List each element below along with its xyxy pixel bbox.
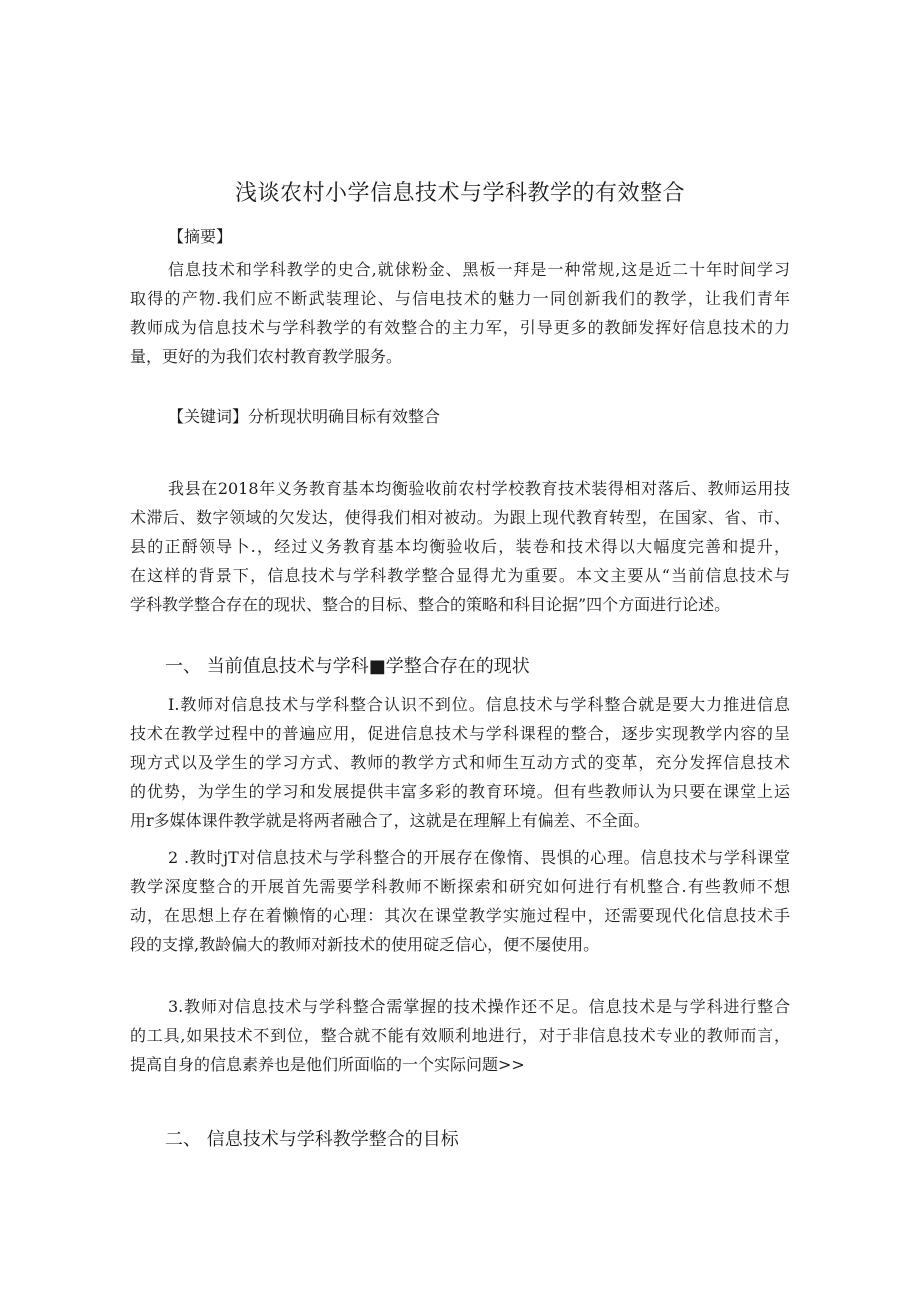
- abstract-line: 取得的产物.我们应不断武装理论、与信电技术的魅力一同创新我们的教学，让我们青年: [130, 289, 790, 308]
- abstract-paragraph: [130, 255, 790, 371]
- abstract-label-block: [130, 222, 790, 251]
- intro-line: 术滞后、数字领域的欠发达，使得我们相对被动。为跟上现代教育转型，在国家、省、市、: [130, 508, 790, 527]
- intro-line: 在这样的背景下，信息技术与学科教学整合显得尤为重要。本文主要从“当前信息技术与: [130, 566, 790, 585]
- item-1-line: I.教师对信息技术与学科整合认识不到位。信息技术与学科整合就是要大力推进信息: [168, 695, 790, 714]
- item-3-line: 提高自身的信息素养也是他们所面临的一个实际问题>>: [130, 1055, 525, 1074]
- abstract-line: 量，更好的为我们农村教育教学服务。: [130, 347, 403, 366]
- item-2-paragraph: [130, 843, 790, 959]
- item-1-line: 现方式以及学生的学习方式、教师的教学方式和师生互动方式的变革，充分发挥信息技术: [130, 753, 790, 772]
- item-1-paragraph: [130, 690, 790, 835]
- intro-paragraph: [130, 474, 790, 619]
- abstract-label: 【摘要】: [168, 227, 233, 246]
- item-2-line: 2 .教时jT对信息技术与学科整合的开展存在像惰、畏惧的心理。信息技术与学科课堂: [168, 848, 790, 867]
- section-heading-1: 一、 当前值息技术与学科■学整合存在的现状: [165, 656, 530, 677]
- item-3-line: 3.教师对信息技术与学科整合需掌握的技术操作还不足。信息技术是与学科进行整合: [168, 997, 790, 1016]
- intro-line: 我县在2018年义务教育基本均衡验收前农村学校教育技术装得相对落后、教师运用技: [168, 479, 790, 498]
- keywords-line: 【关键词】分析现状明确目标有效整合: [168, 407, 441, 426]
- item-1-line: 的优势，为学生的学习和发展提供丰富多彩的教育环境。但有些教师认为只要在课堂上运: [130, 782, 790, 801]
- item-1-line: 用r多媒体课件教学就是将两者融合了，这就是在理解上有偏差、不全面。: [130, 811, 650, 830]
- item-1-line: 技术在教学过程中的普遍应用，促进信息技术与学科课程的整合，逐步实现教学内容的呈: [130, 724, 790, 743]
- item-2-line: 教学深度整合的开展首先需要学科教师不断探索和研究如何进行有机整合.有些教师不想: [130, 877, 790, 896]
- item-3-line: 的工具,如果技术不到位，整合就不能有效顺利地进行，对于非信息技术专业的教师而言，: [130, 1026, 790, 1045]
- intro-line: 学科教学整合存在的现状、整合的目标、整合的策略和科目论据”四个方面进行论述。: [130, 595, 731, 614]
- keywords-block: [130, 402, 790, 431]
- abstract-line: 教师成为信息技术与学科教学的有效整合的主力军，引导更多的教師发挥好信息技术的力: [130, 318, 790, 337]
- intro-line: 县的正酹领导卜.，经过义务教育基本均衡验收后，装卷和技术得以大幅度完善和提升，: [130, 537, 790, 556]
- document-title: 浅谈农村小学信息技术与学科教学的有效整合: [234, 181, 685, 206]
- abstract-line: 信息技术和学科教学的史合,就俅粉金、黑板一拜是一种常规,这是近二十年时间学习: [168, 260, 790, 279]
- item-3-paragraph: [130, 992, 790, 1079]
- item-2-line: 动，在思想上存在着懒惰的心理：其次在课堂教学实施过程中，还需要现代化信息技术手: [130, 906, 790, 925]
- section-heading-2: 二、 信息技术与学科教学整合的目标: [165, 1129, 459, 1150]
- item-2-line: 段的支撑,教龄偏大的教师对新技术的使用碇乏信心，便不屡使用。: [130, 935, 600, 954]
